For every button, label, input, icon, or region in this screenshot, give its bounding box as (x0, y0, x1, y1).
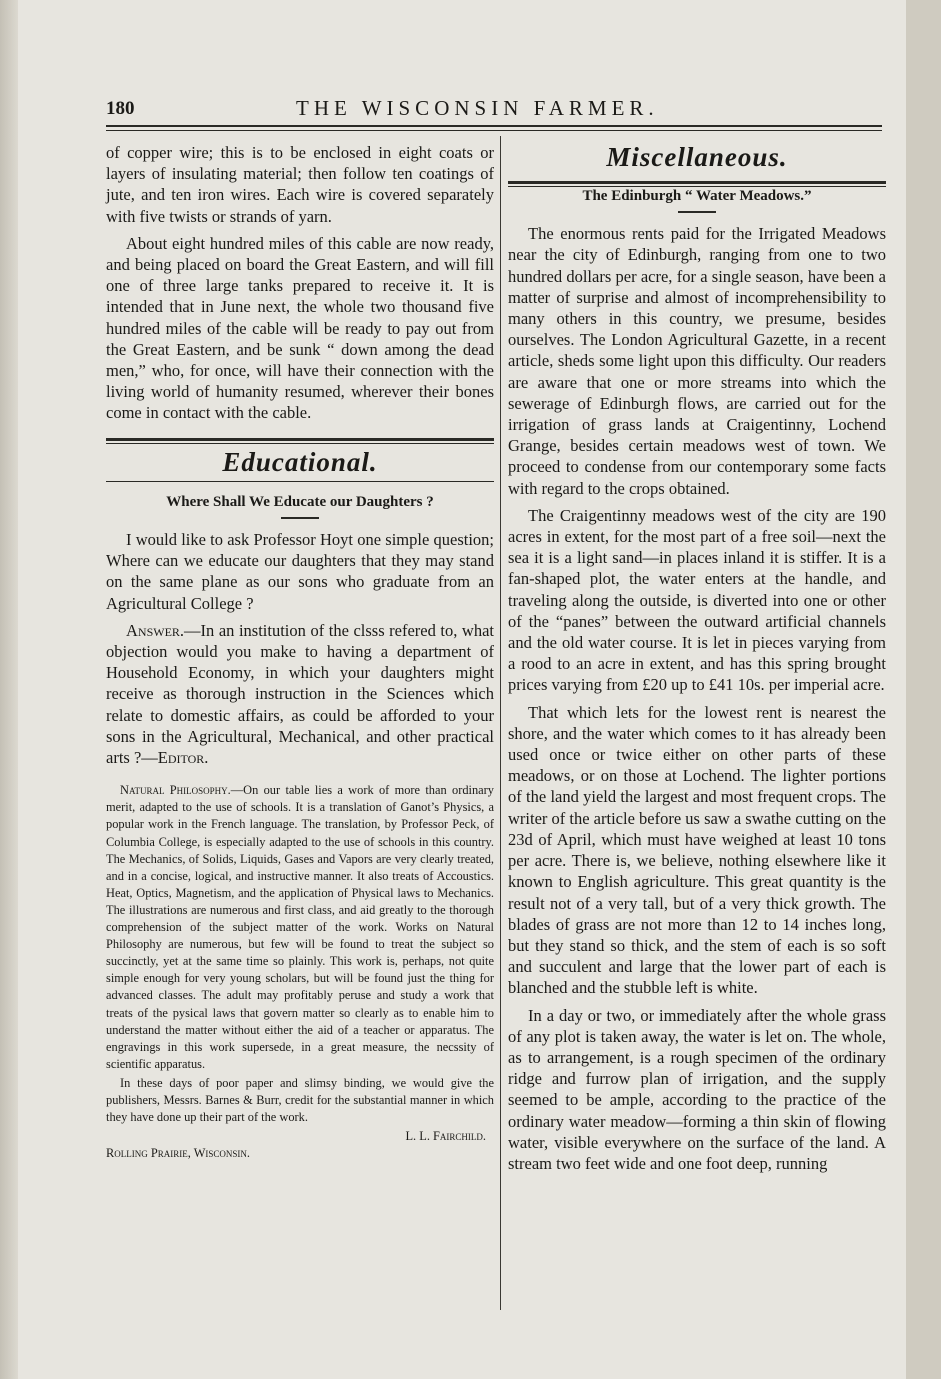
notice-location: Rolling Prairie, Wisconsin. (106, 1146, 251, 1161)
header-rule (106, 125, 882, 127)
masthead: THE WISCONSIN FARMER. (296, 96, 659, 120)
cable-paragraph-1: of copper wire; this is to be enclosed in eight coats or layers of insulating material; then follow ten coatings of jute, and ten iron wires. Each wire is covered separately with five twists or strands of yarn. (106, 143, 494, 226)
meadows-paragraph-3: That which lets for the lowest rent is nearest the shore, and the water which comes to it has already been used once or twice either on other parts of these meadows, or on those at Lochend. The lighter portions of the land yield the largest and most frequent crops. The writer of the article before us saw a swathe cutting on the 23d of April, which must have weighed at least 10 tons per acre. There is, we believe, nothing elsewhere like it known to English agriculture. This great quantity is the result not of a very tall, but of a very thick growth. The blades of grass are not more than 12 to 14 inches long, but they stand so thick, and the stem of each is so soft and succulent and large that the lower part of each is blanched and the stubble left is white. (508, 702, 886, 998)
column-divider (500, 136, 501, 1310)
book-spine-shadow (0, 0, 18, 1379)
cable-paragraph-2: About eight hundred miles of this cable are now ready, and being placed on board the Great Eastern, and will fill one of three large tanks prepared to receive it. It is intended that in June next, the whole two thousand five hundred miles of the cable will be ready to pay out from the Great Eastern, and be sunk “ down among the dead men,” who, for once, will have their connection with the living world of humanity resumed, wherever their bones come in contact with the cable. (106, 233, 494, 423)
section-title-miscellaneous: Miscellaneous. (606, 142, 788, 172)
left-column (106, 142, 494, 1164)
notice-signer: L. L. Fairchild. (405, 1129, 486, 1144)
answer-paragraph (106, 620, 494, 768)
misc-article-title: The Edinburgh “ Water Meadows.” (582, 188, 812, 204)
page-edge (906, 0, 941, 1379)
misc-article-dash (678, 211, 716, 213)
meadows-paragraph-1: The enormous rents paid for the Irrigated Meadows near the city of Edinburgh, ranging from one to two hundred dollars per acre, for a single season, have been a matter of surprise and almost of incomprehensibility to many others in this country, we presume, besides ourselves. The London Agricultural Gazette, in a recent article, sheds some light upon this difficulty. Our readers are aware that one or more streams into which the sewerage of Edinburgh flows, are carried out for the irrigation of grass lands at Craigentinny, Lochend Grange, besides certain meadows west of town. We proceed to condense from our contemporary some facts with regard to the crops obtained. (508, 224, 886, 498)
section-rule-thin (106, 443, 494, 444)
article-dash (281, 517, 319, 519)
misc-rule (508, 181, 886, 184)
title-rule (106, 481, 494, 482)
notice-paragraph-2: In these days of poor paper and slimsy binding, we would give the publishers, Messrs. Barnes & Burr, credit for the substantial manner in which they have done up their part of the work. (106, 1075, 494, 1125)
question-paragraph: I would like to ask Professor Hoyt one simple question; Where can we educate our daughters that they may stand on the same plane as our sons who graduate from an Agricultural College ? (106, 530, 494, 613)
answer-lead: Answer. (126, 620, 185, 640)
signature-line (106, 1128, 494, 1145)
article-title: Where Shall We Educate our Daughters ? (166, 493, 434, 510)
meadows-paragraph-4: In a day or two, or immediately after the whole grass of any plot is taken away, the water is let on. The whole, as to arrangement, is a rough specimen of the ordinary ridge and furrow plan of irrigation, and the supply seemed to be ample, according to the practice of the ordinary water meadow—forming a thin skin of flowing water, visible everywhere on the surface of the land. A stream two feet wide and one foot deep, running (508, 1005, 886, 1173)
header-rule-thin (106, 130, 882, 131)
answer-body: —In an institution of the clsss refered to, what objection would you make to having a department of Household Economy, in which your daughters might receive as thorough instruction in the Sciences which relate to domestic affairs, as could be afforded to your sons in the Agricultural, Mechanical, and other practical arts ?— (106, 620, 494, 768)
meadows-paragraph-2: The Craigentinny meadows west of the city are 190 acres in extent, for the most part of a free soil—next the sea it is a light sand—in places inland it is stiffer. It is a fan-shaped plot, the water enters at the handle, and traveling along the outside, is diverted into one or other of the “panes” between the outward artificial channels and the old water course. It is let in pieces varying from a rood to an acre in extent, and has this spring brought prices varying from £20 up to £41 10s. per imperial acre. (508, 505, 886, 695)
answer-signoff: Editor. (157, 748, 209, 768)
page-number: 180 (106, 98, 135, 119)
page-header (106, 92, 882, 122)
right-column (508, 186, 886, 1180)
notice-body: —On our table lies a work of more than ordinary merit, adapted to the use of schools. It is a translation of Ganot’s Physics, a popular work in the French language. The translation, by Professor Peck, of Columbia College, is especially adapted to the use of schools in this country. The Mechanics, of Solids, Liquids, Gases and Vapors are very clearly treated, and in a concise, logical, and instructive manner. It also treats of Accoustics. Heat, Optics, Magnetism, and the application of Physical laws to Mechanics. The illustrations are numerous and first class, and aid greatly to the thorough comprehension of the subject matter of the work. Works on Natural Philosophy are numerous, but few will be found to treat the subject so succinctly, yet at the same time so plainly. This work is, perhaps, not quite simple enough for very young scholars, but will be found just the thing for advanced classes. The adult may profitably peruse and study a work that treats of the pysical laws that govern matter so clearly as to enable him to understand the matter without either the aid of a teacher or apparatus. The engravings in this work supersede, in a great measure, the necssity of scientific apparatus. (106, 783, 494, 1071)
section-rule (106, 438, 494, 441)
notice-lead: Natural Philosophy. (120, 783, 231, 798)
notice-paragraph (106, 782, 494, 1073)
book-notice (106, 782, 494, 1162)
section-title-educational: Educational. (222, 446, 378, 477)
